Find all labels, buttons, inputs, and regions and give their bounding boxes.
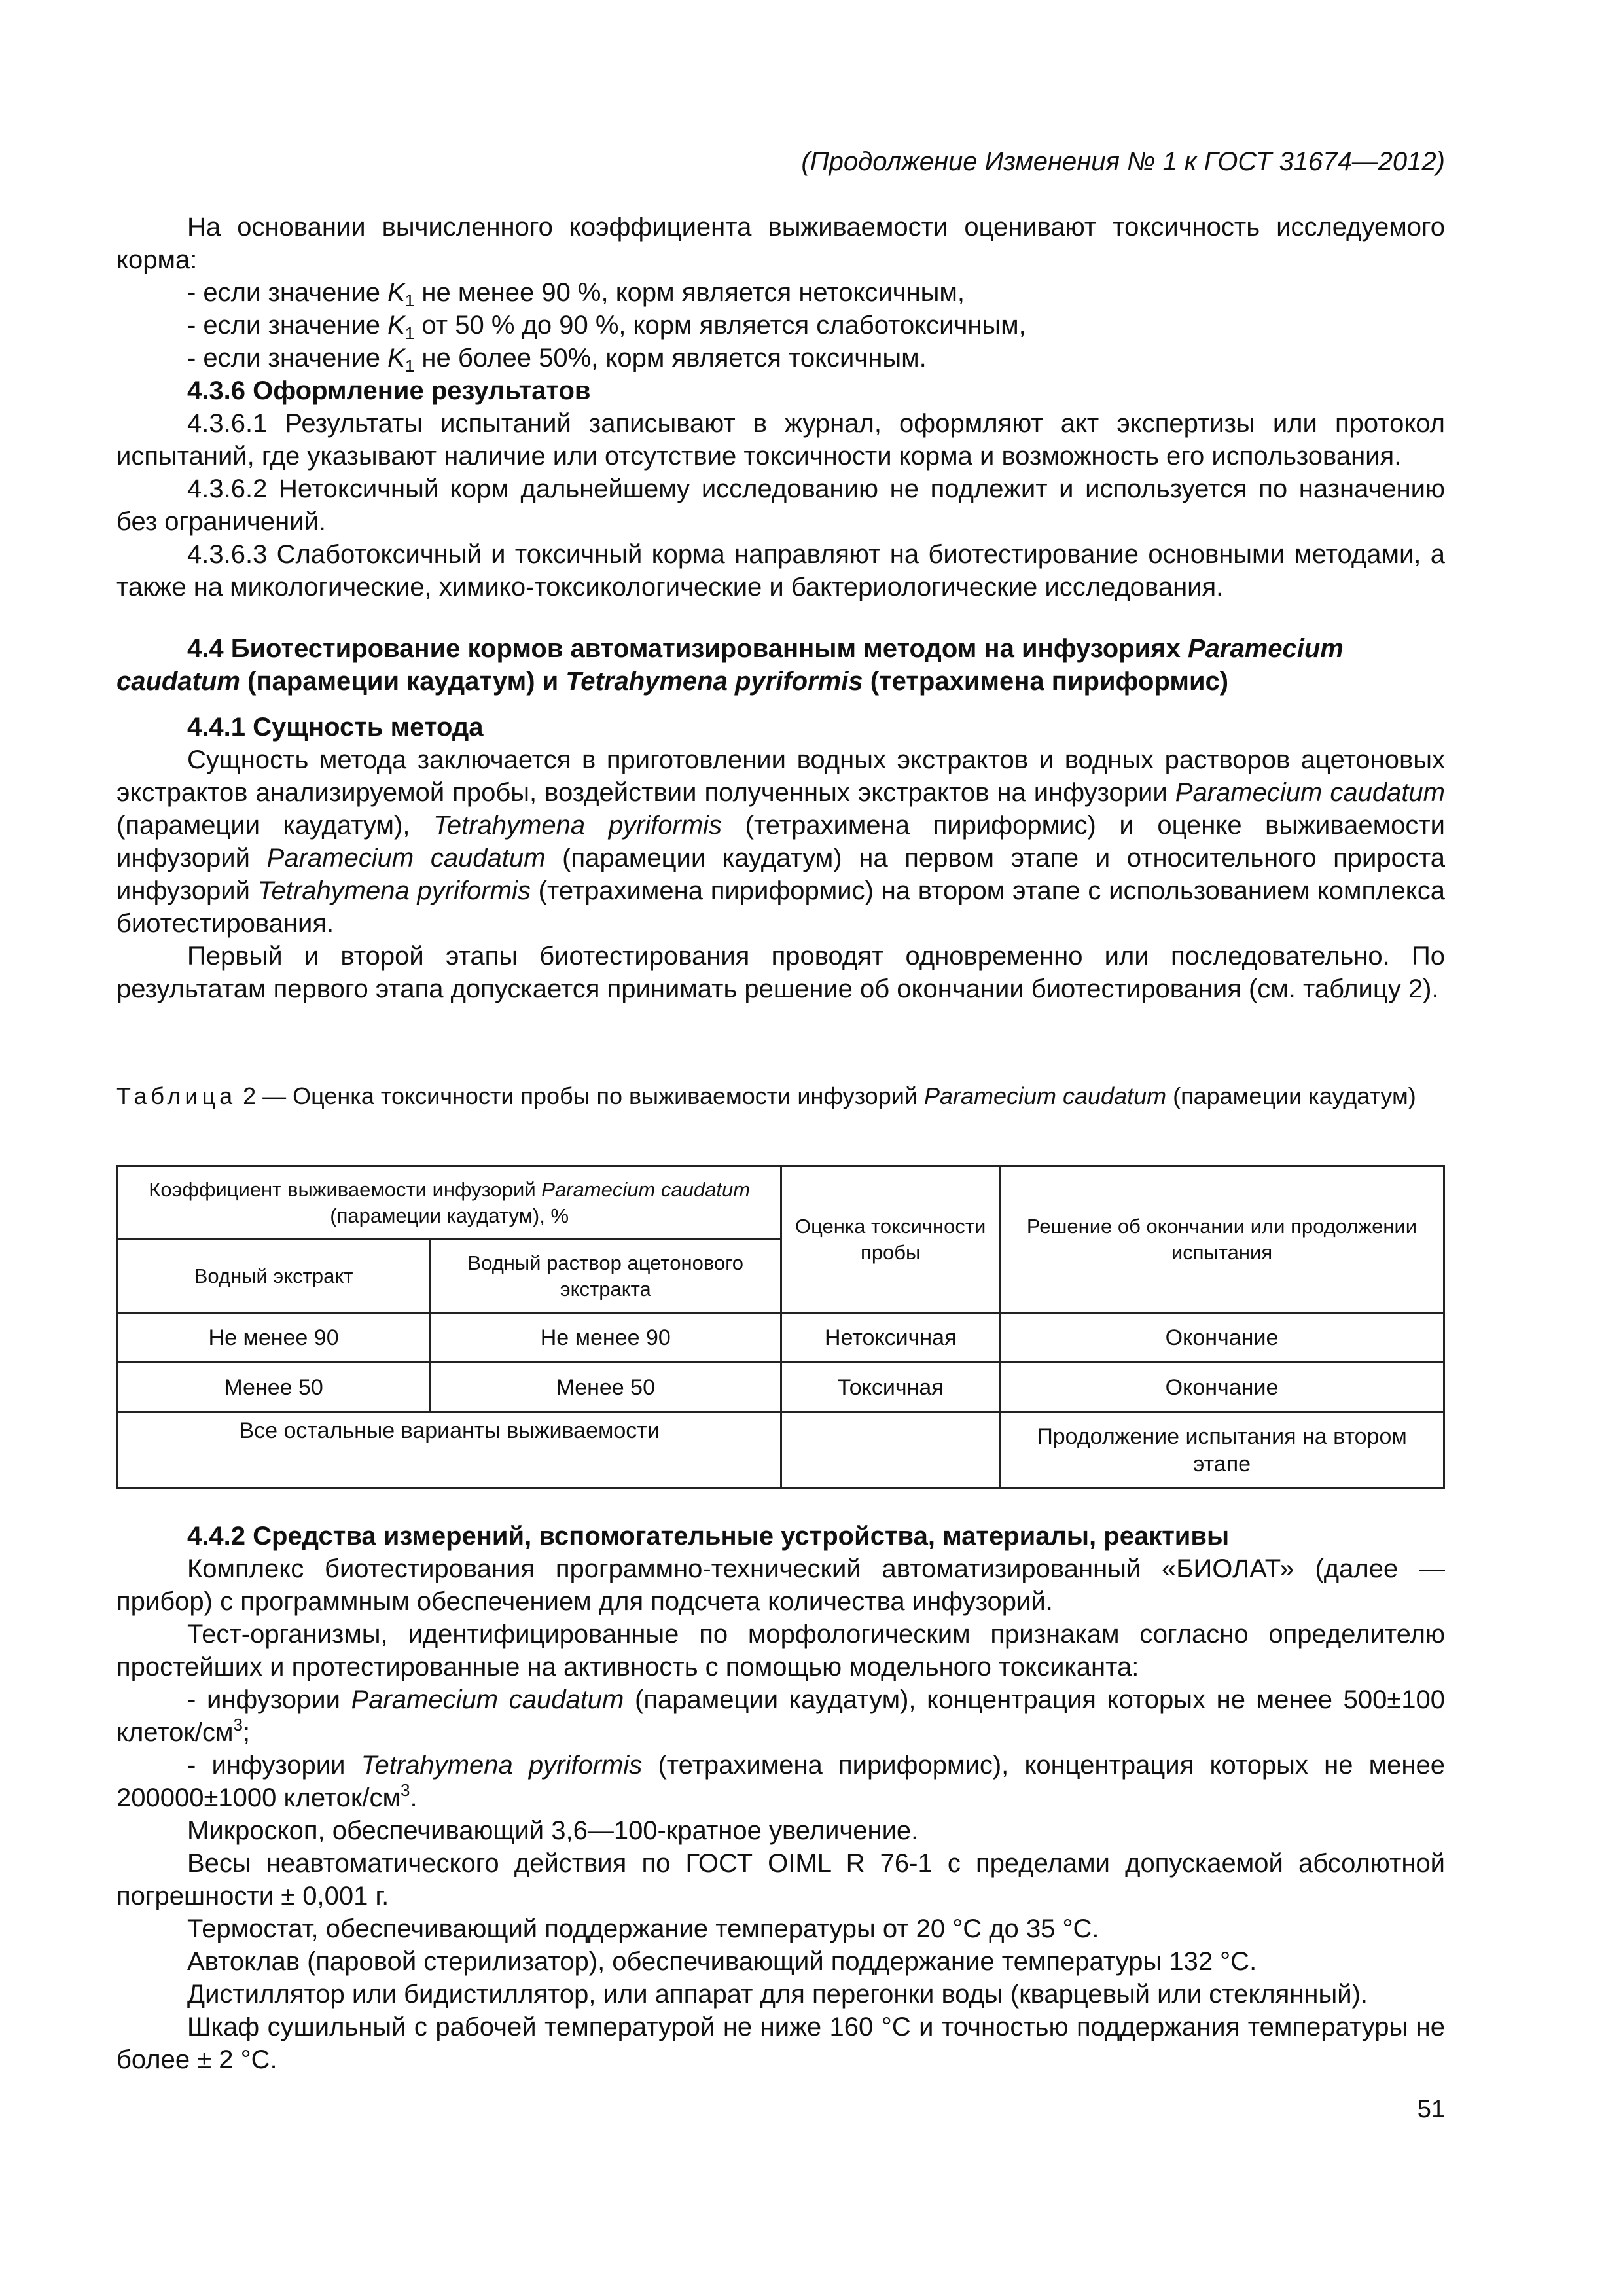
cell-acetone: Менее 50 xyxy=(430,1363,781,1412)
list-text: от 50 % до 90 %, корм является слаботоксичным, xyxy=(414,311,1026,340)
intro-block xyxy=(116,211,1445,603)
page-number: 51 xyxy=(1417,2096,1445,2123)
species-name: Paramecium caudatum xyxy=(541,1177,751,1201)
section-4-4 xyxy=(116,632,1445,1005)
cell-assessment: Нетоксичная xyxy=(781,1313,1000,1363)
cell-decision: Продолжение испытания на втором этапе xyxy=(1000,1412,1444,1488)
toxicity-table xyxy=(116,1165,1445,1489)
paragraph-test-organisms: Тест-организмы, идентифицированные по морфологическим признакам согласно определителю простейших и протестированные на активность с помощью модельного токсиканта: xyxy=(116,1620,1445,1681)
header-assessment: Оценка токсичности пробы xyxy=(781,1166,1000,1313)
list-item xyxy=(116,1683,1445,1749)
paragraph-text: Сущность метода заключается в приготовлении водных экстрактов и водных растворов ацетоновых экстрактов анализируемой пробы, воздействии полученных экстрактов на инфузории xyxy=(116,745,1445,807)
paragraph-microscope: Микроскоп, обеспечивающий 3,6—100-кратное увеличение. xyxy=(187,1816,919,1845)
list-text: не менее 90 %, корм является нетоксичным, xyxy=(414,278,965,307)
paragraph-4-3-6-2: 4.3.6.2 Нетоксичный корм дальнейшему исследованию не подлежит и используется по назначению без ограничений. xyxy=(116,475,1445,536)
cell-decision: Окончание xyxy=(1000,1313,1444,1363)
section-4-4-2 xyxy=(116,1520,1445,2076)
heading-text: 4.4 Биотестирование кормов автоматизированным методом на инфузориях xyxy=(187,634,1188,663)
caption-title: 2 — Оценка токсичности пробы по выживаемости инфузорий xyxy=(236,1083,924,1109)
species-name: Tetrahymena pyriformis xyxy=(565,667,863,696)
coef-subscript: 1 xyxy=(404,323,415,343)
header-coefficient xyxy=(118,1166,781,1240)
superscript: 3 xyxy=(233,1715,243,1734)
list-text: - инфузории xyxy=(187,1685,351,1714)
header-decision: Решение об окончании или продолжении испытания xyxy=(1000,1166,1444,1313)
paragraph-text: (тетрахимена пириформис) и оценке выживаемости инфузорий xyxy=(116,811,1445,872)
species-name: Paramecium caudatum xyxy=(923,1083,1167,1109)
cell-acetone: Не менее 90 xyxy=(430,1313,781,1363)
list-text: - инфузории xyxy=(187,1751,361,1780)
caption-text xyxy=(116,1081,1445,1111)
table-header-row xyxy=(118,1166,1444,1240)
list-item xyxy=(116,309,1445,342)
species-name: Paramecium caudatum xyxy=(1175,778,1445,807)
paragraph-text: (парамеции каудатум) на первом этапе и относительного прироста инфузорий xyxy=(116,844,1445,905)
list-text: - если значение xyxy=(187,278,388,307)
intro-paragraph: На основании вычисленного коэффициента выживаемости оценивают токсичность исследуемого корма: xyxy=(116,213,1445,274)
header-text: Коэффициент выживаемости инфузорий xyxy=(149,1177,542,1201)
cell-decision: Окончание xyxy=(1000,1363,1444,1412)
caption-label: Таблица xyxy=(116,1083,237,1109)
species-name: Tetrahymena pyriformis xyxy=(257,876,531,905)
paragraph-text: (тетрахимена пириформис) на втором этапе с использованием комплекса биотестирования. xyxy=(116,876,1445,938)
species-name: Tetrahymena pyriformis xyxy=(433,811,722,840)
paragraph-4-3-6-3: 4.3.6.3 Слаботоксичный и токсичный корма направляют на биотестирование основными методами, а также на микологические, химико-токсикологические и бактериологические исследования. xyxy=(116,540,1445,601)
cell-combined: Все остальные варианты выживаемости xyxy=(118,1412,781,1488)
list-text: - если значение xyxy=(187,311,388,340)
paragraph-4-3-6-1: 4.3.6.1 Результаты испытаний записывают в журнал, оформляют акт экспертизы или протокол испытаний, где указывают наличие или отсутствие токсичности корма и возможность его использования. xyxy=(116,409,1445,471)
list-item xyxy=(116,276,1445,309)
paragraph-autoclave: Автоклав (паровой стерилизатор), обеспечивающий поддержание температуры 132 °С. xyxy=(187,1947,1257,1976)
header-water-extract: Водный экстракт xyxy=(118,1240,430,1313)
coef-symbol: K xyxy=(387,278,405,307)
paragraph-drying-cabinet: Шкаф сушильный с рабочей температурой не ниже 160 °С и точностью поддержания температуры не более ± 2 °С. xyxy=(116,2013,1445,2074)
cell-assessment: Токсичная xyxy=(781,1363,1000,1412)
section-heading-4-3-6: 4.3.6 Оформление результатов xyxy=(187,376,591,405)
heading-text: (тетрахимена пириформис) xyxy=(863,667,1229,696)
section-heading-4-4-1: 4.4.1 Сущность метода xyxy=(187,713,484,742)
coef-subscript: 1 xyxy=(404,291,415,310)
species-name: Tetrahymena pyriformis xyxy=(361,1751,643,1780)
paragraph-thermostat: Термостат, обеспечивающий поддержание температуры от 20 °С до 35 °С. xyxy=(187,1914,1099,1943)
table-caption xyxy=(116,1081,1445,1111)
section-heading-4-4 xyxy=(116,632,1445,698)
cell-assessment xyxy=(781,1412,1000,1488)
paragraph-scales: Весы неавтоматического действия по ГОСТ OIML R 76-1 с пределами допускаемой абсолютной погрешности ± 0,001 г. xyxy=(116,1849,1445,1910)
table-row xyxy=(118,1412,1444,1488)
coef-symbol: K xyxy=(387,311,405,340)
list-text: (парамеции каудатум), концентрация которых не менее 500±100 клеток/см xyxy=(116,1685,1446,1747)
continuation-header: (Продолжение Изменения № 1 к ГОСТ 31674—2012) xyxy=(801,147,1445,176)
list-item xyxy=(116,1749,1445,1814)
heading-text: (парамеции каудатум) и xyxy=(240,667,566,696)
table-row xyxy=(118,1313,1444,1363)
species-name: Paramecium caudatum xyxy=(116,634,1344,696)
list-text: ; xyxy=(242,1718,251,1747)
paragraph-stages: Первый и второй этапы биотестирования проводят одновременно или последовательно. По результатам первого этапа допускается принимать решение об окончании биотестирования (см. таблицу 2). xyxy=(116,942,1445,1003)
paragraph-distiller: Дистиллятор или бидистиллятор, или аппарат для перегонки воды (кварцевый или стеклянный). xyxy=(187,1980,1368,2009)
table-row xyxy=(118,1363,1444,1412)
header-acetone-extract: Водный раствор ацетонового экстракта xyxy=(430,1240,781,1313)
list-text: . xyxy=(410,1784,418,1812)
table-2-container xyxy=(116,1165,1445,1489)
caption-title: (парамеции каудатум) xyxy=(1166,1083,1416,1109)
list-item xyxy=(116,342,1445,374)
header-text: (парамеции каудатум), % xyxy=(330,1204,569,1227)
coef-subscript: 1 xyxy=(404,356,415,376)
list-text: - если значение xyxy=(187,344,388,372)
paragraph-biolat: Комплекс биотестирования программно-технический автоматизированный «БИОЛАТ» (далее — прибор) с программным обеспечением для подсчета количества инфузорий. xyxy=(116,1554,1445,1616)
paragraph-text: (парамеции каудатум), xyxy=(116,811,434,840)
list-text: не более 50%, корм является токсичным. xyxy=(414,344,927,372)
list-text: (тетрахимена пириформис), концентрация которых не менее 200000±1000 клеток/см xyxy=(116,1751,1446,1812)
species-name: Paramecium caudatum xyxy=(266,844,546,872)
species-name: Paramecium caudatum xyxy=(351,1685,624,1714)
paragraph-method-essence xyxy=(116,744,1445,940)
superscript: 3 xyxy=(400,1780,410,1800)
coef-symbol: K xyxy=(387,344,405,372)
cell-water: Не менее 90 xyxy=(118,1313,430,1363)
section-heading-4-4-2: 4.4.2 Средства измерений, вспомогательные устройства, материалы, реактивы xyxy=(187,1522,1230,1551)
cell-water: Менее 50 xyxy=(118,1363,430,1412)
